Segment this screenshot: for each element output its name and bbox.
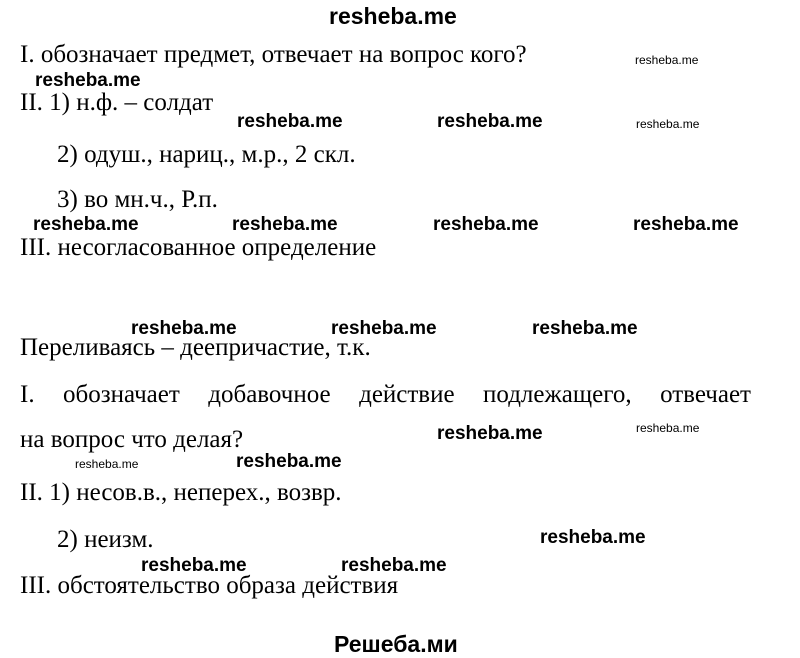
gerund-part1-word: добавочное <box>208 381 331 408</box>
noun-part2-3: 3) во мн.ч., Р.п. <box>57 186 218 213</box>
watermark: resheba.me <box>331 318 437 339</box>
footer-site-name: Решеба.ми <box>334 631 458 657</box>
watermark: resheba.me <box>633 214 739 235</box>
gerund-part1-word: отвечает <box>660 381 751 408</box>
noun-part2-1: II. 1) н.ф. – солдат <box>20 89 214 116</box>
watermark: resheba.me <box>433 214 539 235</box>
gerund-part1 <box>20 380 751 410</box>
watermark: resheba.me <box>237 111 343 132</box>
watermark: resheba.me <box>341 555 447 576</box>
gerund-part2-2: 2) неизм. <box>57 526 154 553</box>
watermark: resheba.me <box>131 318 237 339</box>
noun-part3: III. несогласованное определение <box>20 234 377 261</box>
watermark: resheba.me <box>437 111 543 132</box>
gerund-part1-word: I. <box>20 381 35 408</box>
watermark: resheba.me <box>35 70 141 91</box>
noun-part2-2: 2) одуш., нариц., м.р., 2 скл. <box>57 141 356 168</box>
watermark-small: resheba.me <box>635 53 699 67</box>
gerund-part1-cont: на вопрос что делая? <box>20 426 244 453</box>
gerund-part1-word: обозначает <box>63 381 180 408</box>
gerund-part2-1: II. 1) несов.в., неперех., возвр. <box>20 479 342 506</box>
watermark-small: resheba.me <box>636 117 700 131</box>
header-site-name: resheba.me <box>329 3 457 29</box>
watermark-small: resheba.me <box>636 421 700 435</box>
gerund-part1-word: действие <box>359 381 455 408</box>
noun-part1: I. обозначает предмет, отвечает на вопрос кого? <box>20 41 527 68</box>
watermark: resheba.me <box>532 318 638 339</box>
gerund-part1-word: подлежащего, <box>483 381 632 408</box>
gerund-part3: III. обстоятельство образа действия <box>20 572 399 599</box>
gerund-title: Переливаясь – деепричастие, т.к. <box>20 334 371 361</box>
watermark: resheba.me <box>437 423 543 444</box>
watermark-small: resheba.me <box>75 457 139 471</box>
watermark: resheba.me <box>141 555 247 576</box>
watermark: resheba.me <box>33 214 139 235</box>
watermark: resheba.me <box>232 214 338 235</box>
watermark: resheba.me <box>540 527 646 548</box>
watermark: resheba.me <box>236 451 342 472</box>
